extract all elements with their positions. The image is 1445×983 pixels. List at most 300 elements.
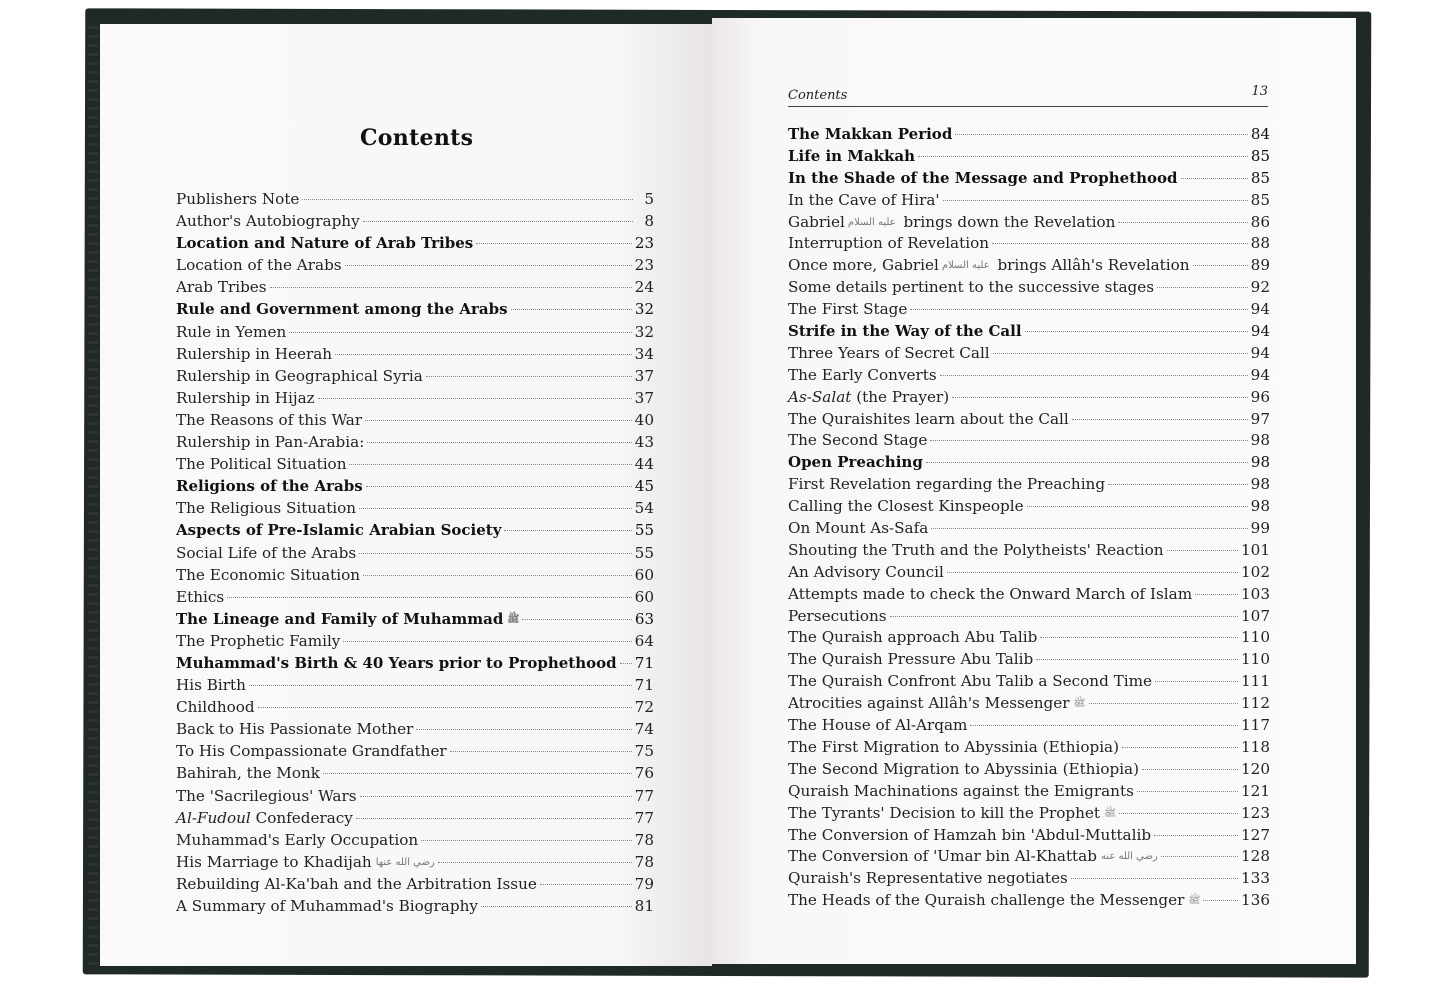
toc-entry [176, 807, 654, 829]
honorific-glyph: ﷺ [1188, 895, 1201, 907]
toc-entry [788, 233, 1270, 255]
toc-entry-title [176, 343, 332, 365]
toc-entry-title [176, 630, 340, 652]
dot-leader [1157, 287, 1248, 288]
toc-entry-title [788, 233, 989, 255]
toc-page-number: 60 [634, 587, 654, 606]
toc-entry-title [176, 497, 356, 519]
toc-page-number: 123 [1241, 803, 1270, 822]
dot-leader [1089, 703, 1238, 704]
toc-entry [788, 627, 1270, 649]
dot-leader [416, 729, 631, 730]
dot-leader [926, 462, 1248, 463]
toc-entry-title-rest: Confederacy [250, 808, 353, 827]
honorific-glyph: ﷺ [1073, 698, 1086, 710]
toc-entry-title-text: The Lineage and Family of Muhammad [176, 609, 504, 628]
dot-leader [992, 243, 1248, 244]
dot-leader [270, 287, 632, 288]
toc-entry-title-text: His Marriage to Khadijah [176, 852, 372, 871]
toc-page-number: 84 [1250, 125, 1270, 143]
toc-entry [176, 630, 654, 652]
dot-leader [890, 616, 1238, 617]
toc-entry-title-text: Muhammad's Birth & 40 Years prior to Prophethood [176, 653, 617, 672]
dot-leader [258, 707, 632, 708]
toc-entry-title-text: Strife in the Way of the Call [788, 322, 1022, 341]
honorific-glyph: ﷺ [1103, 807, 1117, 819]
toc-entry-title [788, 190, 940, 212]
dot-leader [620, 663, 632, 664]
toc-entry-title-text: The Makkan Period [788, 125, 953, 143]
dot-leader [227, 597, 632, 598]
dot-leader [367, 442, 631, 443]
toc-entry-title [788, 518, 928, 540]
toc-entry-title [788, 781, 1134, 803]
toc-entry-title-text: Rebuilding Al-Ka'bah and the Arbitration Issue [176, 874, 537, 893]
toc-entry-title-text: Social Life of the Arabs [176, 543, 357, 562]
toc-entry [176, 321, 654, 343]
dot-leader [345, 265, 632, 266]
toc-entry [176, 431, 654, 453]
toc-page-number: 85 [1250, 190, 1270, 209]
toc-page-number: 94 [1250, 365, 1270, 384]
dot-leader [302, 199, 633, 200]
toc-page-number: 34 [634, 344, 654, 363]
toc-entry-title-text: Open Preaching [788, 453, 923, 472]
toc-entry-title [176, 387, 315, 409]
running-header [788, 84, 1268, 107]
toc-entry-title-text: The Prophetic Family [176, 631, 341, 650]
toc-entry-title-text: The 'Sacrilegious' Wars [176, 786, 357, 805]
toc-page-number: 32 [634, 322, 654, 341]
toc-entry [176, 298, 654, 320]
toc-entry [788, 255, 1270, 277]
toc-entry [788, 409, 1270, 431]
toc-page-number: 89 [1250, 256, 1270, 275]
toc-page-number: 85 [1250, 146, 1270, 165]
dot-leader [1118, 222, 1247, 223]
toc-entry-title-text: The Religious Situation [176, 499, 357, 518]
toc-entry [788, 737, 1270, 759]
toc-entry-title-text: The Conversion of Hamzah bin 'Abdul-Muttalib [788, 825, 1152, 844]
toc-entry-title-text: Back to His Passionate Mother [176, 720, 414, 739]
dot-leader [1137, 791, 1238, 792]
toc-entry-title [176, 409, 362, 431]
toc-entry-title-text: Interruption of Revelation [788, 234, 989, 253]
toc-entry-title-text: Shouting the Truth and the Polytheists' Reaction [788, 540, 1164, 559]
dot-leader [349, 464, 631, 465]
toc-entry-title [176, 696, 255, 718]
toc-entry-title [788, 693, 1086, 715]
toc-entry [176, 718, 654, 740]
toc-entry [788, 584, 1270, 606]
toc-entry [788, 277, 1270, 299]
toc-page-number: 77 [634, 786, 654, 805]
dot-leader [952, 397, 1248, 398]
toc-page-number: 110 [1241, 650, 1270, 669]
toc-list-right [788, 124, 1270, 912]
toc-entry-title [788, 562, 944, 584]
toc-page-number: 55 [634, 521, 654, 540]
toc-entry [788, 759, 1270, 781]
dot-leader [918, 156, 1248, 157]
toc-entry-title-text: Childhood [176, 698, 255, 717]
toc-page-number: 32 [634, 300, 654, 319]
toc-entry-title-text: An Advisory Council [788, 562, 944, 581]
toc-page-number: 128 [1241, 847, 1270, 866]
dot-leader [930, 440, 1247, 441]
toc-entry-title [788, 649, 1033, 671]
toc-entry [788, 671, 1270, 693]
toc-page-number: 107 [1241, 606, 1270, 625]
toc-entry-title [788, 496, 1024, 518]
toc-page-number: 101 [1241, 540, 1270, 559]
toc-entry-title [176, 431, 364, 453]
toc-page-number: 78 [634, 830, 654, 849]
toc-page-number: 98 [1250, 497, 1270, 516]
dot-leader [1119, 813, 1238, 814]
toc-entry-title-text: Location of the Arabs [176, 256, 342, 275]
toc-entry [176, 542, 654, 564]
toc-entry [176, 674, 654, 696]
toc-entry-title [176, 365, 423, 387]
dot-leader [481, 906, 632, 907]
toc-entry [788, 606, 1270, 628]
dot-leader [335, 354, 632, 355]
toc-entry-title-text: Attempts made to check the Onward March of Islam [788, 584, 1193, 603]
toc-entry-title [176, 254, 342, 276]
toc-entry [788, 365, 1270, 387]
toc-entry [176, 564, 654, 586]
toc-entry-title-text: Location and Nature of Arab Tribes [176, 234, 474, 253]
toc-entry-title-text: Rule and Government among the Arabs [176, 300, 508, 319]
toc-page-number: 60 [634, 565, 654, 584]
toc-entry-title [176, 519, 501, 541]
toc-entry [788, 299, 1270, 321]
toc-entry [176, 519, 654, 541]
dot-leader [910, 309, 1247, 310]
dot-leader [1036, 659, 1238, 660]
toc-entry-title [176, 674, 246, 696]
toc-entry [788, 387, 1270, 409]
honorific-glyph: رضي الله عنها [375, 856, 435, 868]
toc-page-number: 97 [1250, 409, 1270, 428]
toc-page-number: 133 [1241, 869, 1270, 888]
toc-entry [176, 608, 654, 630]
toc-entry [176, 188, 654, 210]
toc-entry-title [788, 299, 907, 321]
toc-entry [176, 210, 654, 232]
toc-entry [788, 430, 1270, 452]
toc-entry [788, 343, 1270, 365]
toc-page-number: 54 [634, 499, 654, 518]
toc-page-number: 76 [634, 764, 654, 783]
dot-leader [947, 572, 1238, 573]
toc-entry-title [788, 584, 1192, 606]
toc-page-number: 81 [634, 897, 654, 915]
dot-leader [360, 796, 632, 797]
toc-entry-title [176, 321, 286, 343]
toc-entry-title-text: The Quraish approach Abu Talib [788, 628, 1038, 647]
toc-entry-title-text: The Second Stage [788, 431, 928, 450]
toc-entry-title [788, 890, 1200, 912]
toc-page-number: 55 [634, 543, 654, 562]
dot-leader [540, 884, 632, 885]
dot-leader [421, 840, 632, 841]
toc-entry [788, 452, 1270, 474]
toc-entry-title [788, 124, 952, 146]
dot-leader [970, 725, 1238, 726]
toc-entry [176, 343, 654, 365]
toc-entry-title [176, 740, 447, 762]
toc-page-number: 44 [634, 455, 654, 474]
toc-entry-title [788, 168, 1178, 190]
dot-leader [931, 528, 1247, 529]
toc-entry-title-text: Al-Fudoul [176, 808, 251, 827]
honorific-glyph: ﷺ [507, 613, 520, 625]
toc-entry-title [788, 430, 927, 452]
toc-entry-title-text: Once more, Gabriel [788, 256, 939, 275]
toc-entry [788, 212, 1270, 234]
toc-page-number: 98 [1250, 453, 1270, 472]
toc-page-number: 136 [1241, 891, 1270, 910]
toc-entry [788, 693, 1270, 715]
toc-entry-title [176, 785, 357, 807]
toc-page-number: 103 [1241, 584, 1270, 603]
toc-entry [176, 276, 654, 298]
toc-page-number: 110 [1241, 628, 1270, 647]
toc-entry [176, 232, 654, 254]
toc-entry-title [176, 829, 418, 851]
toc-page-number: 71 [634, 676, 654, 695]
toc-entry [176, 497, 654, 519]
toc-entry-title-text: Aspects of Pre-Islamic Arabian Society [176, 521, 502, 540]
toc-entry-title-text: To His Compassionate Grandfather [176, 742, 447, 761]
toc-entry [788, 540, 1270, 562]
toc-page-number: 88 [1250, 234, 1270, 253]
toc-entry-title-text: The First Stage [788, 300, 908, 319]
toc-list-left [176, 188, 654, 917]
toc-entry-title [176, 762, 320, 784]
toc-entry-title-rest: brings down the Revelation [898, 212, 1116, 231]
toc-entry [176, 895, 654, 917]
toc-entry [788, 562, 1270, 584]
dot-leader [1108, 484, 1248, 485]
toc-page-number: 102 [1241, 562, 1270, 581]
dot-leader [1181, 178, 1248, 179]
toc-entry-title [176, 652, 617, 674]
toc-entry-title-text: Rulership in Geographical Syria [176, 366, 423, 385]
toc-entry-title-text: First Revelation regarding the Preaching [788, 475, 1106, 494]
toc-entry-title-text: Atrocities against Allâh's Messenger [788, 694, 1070, 713]
toc-entry-title [176, 232, 473, 254]
dot-leader [1040, 637, 1238, 638]
toc-page-number: 23 [634, 256, 654, 275]
toc-entry-title [176, 276, 267, 298]
dot-leader [318, 398, 632, 399]
dot-leader [426, 376, 632, 377]
dot-leader [1155, 681, 1238, 682]
dot-leader [363, 221, 633, 222]
toc-entry [788, 825, 1270, 847]
toc-entry-title-text: The Quraishites learn about the Call [788, 409, 1069, 428]
toc-entry-title [176, 851, 435, 874]
toc-entry-title-text: The Heads of the Quraish challenge the Messenger [788, 891, 1185, 910]
toc-entry-title-text: The Conversion of 'Umar bin Al-Khattab [788, 847, 1097, 866]
toc-entry-title-text: Gabriel [788, 212, 845, 231]
toc-entry [788, 124, 1270, 146]
toc-entry-title [788, 737, 1119, 759]
toc-entry-title [788, 277, 1154, 299]
toc-entry-title-text: Life in Makkah [788, 146, 916, 165]
toc-entry [788, 890, 1270, 912]
toc-entry-title-text: In the Shade of the Message and Prophethood [788, 168, 1178, 187]
toc-entry-title [176, 453, 346, 475]
toc-entry-title-text: The Tyrants' Decision to kill the Prophet [788, 803, 1100, 822]
toc-page-number: 37 [634, 366, 654, 385]
toc-entry-title [176, 298, 508, 320]
toc-entry-title [788, 606, 887, 628]
toc-entry [176, 829, 654, 851]
toc-entry [176, 254, 654, 276]
toc-entry-title [176, 873, 537, 895]
dot-leader [1161, 856, 1238, 857]
toc-entry-title [788, 715, 967, 737]
toc-page-number: 79 [634, 874, 654, 893]
honorific-glyph: رضي الله عنه [1100, 851, 1158, 863]
toc-page-number: 118 [1241, 737, 1270, 756]
dot-leader [940, 375, 1248, 376]
toc-entry-title [176, 188, 299, 210]
dot-leader [1195, 594, 1238, 595]
dot-leader [504, 530, 631, 531]
toc-page-number: 5 [644, 190, 654, 208]
toc-entry-title [788, 846, 1158, 868]
toc-entry-title-text: The Reasons of this War [176, 410, 363, 429]
toc-entry-title [176, 895, 478, 917]
toc-entry-title-text: A Summary of Muhammad's Biography [176, 897, 478, 915]
toc-entry-title [788, 146, 915, 168]
dot-leader [363, 575, 632, 576]
toc-page-number: 92 [1250, 278, 1270, 297]
toc-entry [788, 868, 1270, 890]
toc-entry-title-rest: brings Allâh's Revelation [992, 256, 1190, 275]
toc-entry-title-text: Rule in Yemen [176, 322, 287, 341]
dot-leader [1025, 331, 1248, 332]
toc-page-number: 74 [634, 720, 654, 739]
toc-entry-title [788, 825, 1151, 847]
toc-entry [176, 409, 654, 431]
toc-entry-title-text: Muhammad's Early Occupation [176, 830, 419, 849]
toc-entry-title-text: Quraish Machinations against the Emigrants [788, 781, 1134, 800]
dot-leader [1154, 835, 1238, 836]
toc-entry-title [176, 564, 360, 586]
toc-entry [788, 518, 1270, 540]
toc-entry [788, 168, 1270, 190]
toc-entry [788, 846, 1270, 868]
toc-entry [788, 649, 1270, 671]
toc-entry-title-text: The Early Converts [788, 365, 937, 384]
toc-page-number: 94 [1250, 322, 1270, 341]
toc-entry-title-text: Rulership in Heerah [176, 344, 333, 363]
toc-entry-title-text: Three Years of Secret Call [788, 343, 990, 362]
dot-leader [356, 818, 632, 819]
dot-leader [1072, 419, 1248, 420]
toc-entry-title-text: On Mount As-Safa [788, 519, 929, 538]
toc-entry [788, 715, 1270, 737]
toc-entry [788, 146, 1270, 168]
toc-entry [176, 652, 654, 674]
toc-entry [176, 453, 654, 475]
toc-page-number: 64 [634, 631, 654, 650]
dot-leader [993, 353, 1248, 354]
honorific-glyph: عليه السلام [847, 216, 896, 228]
toc-entry-title-text: As-Salat [788, 387, 852, 406]
toc-entry-title [788, 540, 1164, 562]
toc-entry-title [788, 474, 1105, 496]
dot-leader [249, 685, 632, 686]
toc-page-number: 112 [1241, 694, 1270, 713]
toc-entry-title [788, 387, 949, 409]
dot-leader [365, 420, 632, 421]
dot-leader [359, 553, 632, 554]
toc-entry [788, 496, 1270, 518]
binding-stitch [88, 26, 98, 966]
toc-entry-title [788, 343, 990, 365]
toc-page-number: 24 [634, 278, 654, 297]
toc-entry-title-text: The Economic Situation [176, 565, 361, 584]
toc-entry [788, 781, 1270, 803]
toc-entry-title [176, 210, 360, 232]
toc-page-number: 77 [634, 808, 654, 827]
toc-entry-title [788, 212, 1115, 234]
toc-entry [176, 696, 654, 718]
toc-page-number: 43 [634, 433, 654, 452]
toc-entry [176, 785, 654, 807]
toc-entry [176, 387, 654, 409]
toc-entry-title-text: Arab Tribes [176, 278, 267, 297]
toc-entry-title [788, 627, 1037, 649]
toc-page-number: 37 [634, 388, 654, 407]
toc-entry-title [176, 542, 356, 564]
dot-leader [511, 309, 632, 310]
toc-entry-title [176, 475, 363, 497]
toc-entry-title [788, 365, 937, 387]
toc-page-number: 72 [634, 698, 654, 717]
dot-leader [289, 332, 631, 333]
toc-page-number: 120 [1241, 759, 1270, 778]
dot-leader [1142, 769, 1238, 770]
toc-page-number: 63 [634, 609, 654, 628]
dot-leader [1203, 900, 1238, 901]
toc-entry-title [788, 255, 1190, 277]
toc-entry-title-text: The House of Al-Arqam [788, 716, 968, 735]
toc-entry [788, 474, 1270, 496]
toc-page-number: 99 [1250, 519, 1270, 538]
toc-entry-title-text: The Quraish Pressure Abu Talib [788, 650, 1034, 669]
toc-page-number: 111 [1241, 672, 1270, 691]
toc-entry [176, 851, 654, 873]
toc-page-number: 121 [1241, 781, 1270, 800]
dot-leader [955, 134, 1248, 135]
toc-entry-title-text: Calling the Closest Kinspeople [788, 497, 1024, 516]
toc-entry [176, 475, 654, 497]
toc-entry-title-text: The Second Migration to Abyssinia (Ethiopia) [788, 759, 1140, 778]
dot-leader [1027, 506, 1248, 507]
toc-entry-title-text: The First Migration to Abyssinia (Ethiopia) [788, 737, 1120, 756]
toc-entry-title-text: The Quraish Confront Abu Talib a Second Time [788, 672, 1153, 691]
toc-entry-title-text: Author's Autobiography [176, 212, 360, 231]
toc-entry-title [176, 586, 224, 608]
